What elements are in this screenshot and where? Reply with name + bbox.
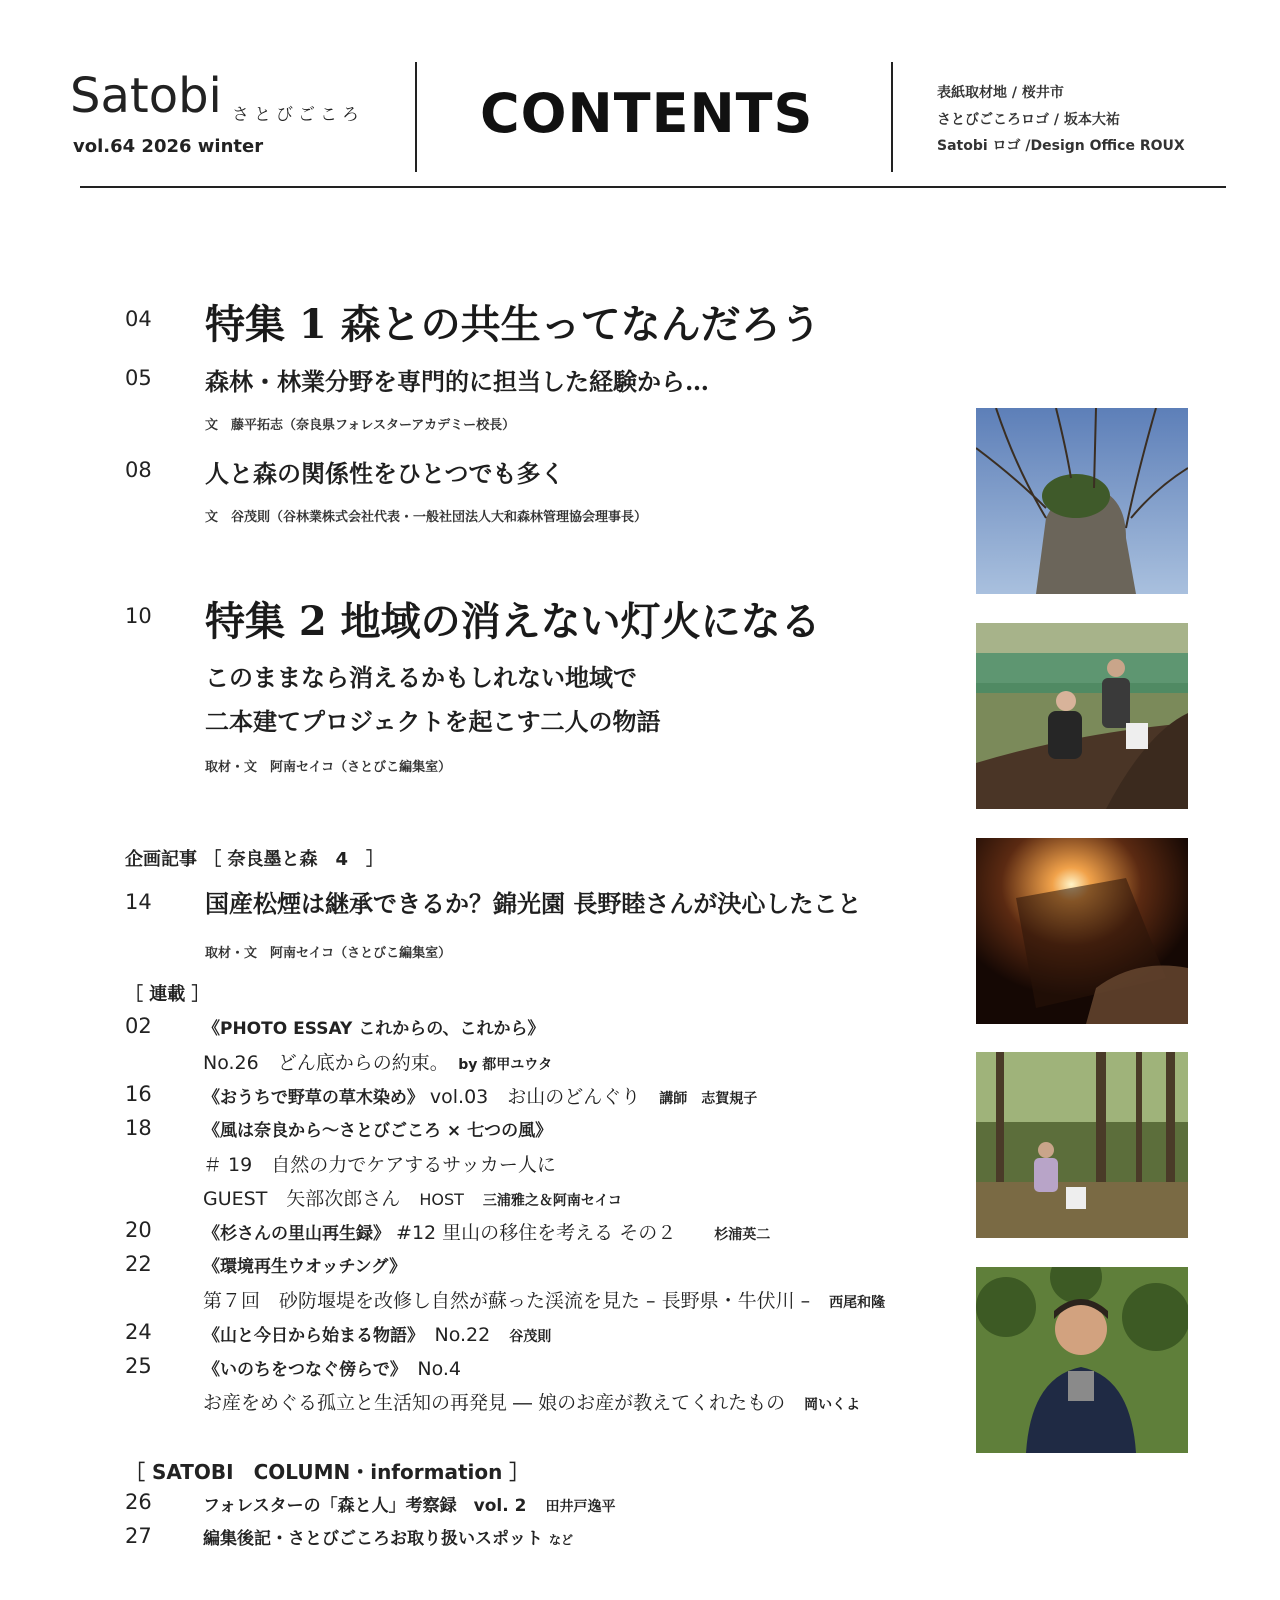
serial-page: 24	[125, 1320, 152, 1344]
page-title: CONTENTS	[480, 82, 814, 145]
article-title[interactable]: 人と森の関係性をひとつでも多く	[205, 459, 565, 488]
feature1-page: 04	[125, 307, 152, 331]
header-rule	[80, 186, 1226, 188]
serial-page: 16	[125, 1082, 152, 1106]
planning-heading: 企画記事 ［ 奈良墨と森 4 ］	[125, 849, 385, 870]
serial-page: 18	[125, 1116, 152, 1140]
serial-page: 22	[125, 1252, 152, 1276]
feature1-title[interactable]: 特集 1 森との共生ってなんだろう	[205, 301, 821, 348]
feature2-title[interactable]: 特集 2 地域の消えない灯火になる	[205, 598, 821, 645]
serial-item-detail: GUEST 矢部次郎さん HOST 三浦雅之＆阿南セイコ	[203, 1188, 622, 1210]
serial-page: 20	[125, 1218, 152, 1242]
header-divider-right	[891, 62, 893, 172]
header-divider-left	[415, 62, 417, 172]
serial-item[interactable]: 《環境再生ウオッチング》	[203, 1257, 407, 1277]
satobi-logo-kana: さとびごころ	[232, 105, 364, 125]
credit-satobi-logo: Satobi ロゴ /Design Office ROUX	[937, 138, 1185, 154]
feature2-subtitle-line2: 二本建てプロジェクトを起こす二人の物語	[205, 707, 661, 736]
satobi-logo: Satobi	[70, 68, 222, 124]
serial-item[interactable]: 《杉さんの里山再生録》 #12 里山の移住を考える その２ 杉浦英二	[203, 1222, 771, 1244]
feature2-subtitle-line1: このままなら消えるかもしれない地域で	[205, 663, 637, 692]
article-page: 05	[125, 366, 152, 390]
serial-page: 25	[125, 1354, 152, 1378]
serial-heading: ［ 連載 ］	[125, 984, 210, 1005]
column-item[interactable]: 編集後記・さとびごころお取り扱いスポット など	[203, 1529, 574, 1549]
planning-page: 14	[125, 890, 152, 914]
serial-item[interactable]: 《いのちをつなぐ傍らで》 No.4	[203, 1358, 461, 1380]
column-heading: ［ SATOBI COLUMN・information ］	[125, 1460, 530, 1484]
credit-kana-logo: さとびごころロゴ / 坂本大祐	[937, 112, 1120, 128]
serial-item-detail: No.26 どん底からの約束。 by 都甲ユウタ	[203, 1052, 553, 1074]
column-page: 27	[125, 1524, 152, 1548]
article-title[interactable]: 森林・林業分野を専門的に担当した経験から…	[205, 367, 709, 396]
serial-item[interactable]: 《おうちで野草の草木染め》 vol.03 お山のどんぐり 講師 志賀規子	[203, 1086, 758, 1108]
column-item[interactable]: フォレスターの「森と人」考察録 vol. 2 田井戸逸平	[203, 1496, 616, 1516]
article-author: 文 谷茂則（谷林業株式会社代表・一般社団法人大和森林管理協会理事長）	[205, 510, 648, 525]
lantern-photo	[976, 838, 1188, 1024]
serial-page: 02	[125, 1014, 152, 1038]
feature2-page: 10	[125, 604, 152, 628]
tree-photo	[976, 408, 1188, 594]
planning-title[interactable]: 国産松煙は継承できるか？錦光園 長野睦さんが決心したこと	[205, 889, 862, 918]
article-page: 08	[125, 458, 152, 482]
issue-label: vol.64 2026 winter	[73, 136, 264, 157]
digging-photo	[976, 623, 1188, 809]
article-author: 文 藤平拓志（奈良県フォレスターアカデミー校長）	[205, 418, 516, 433]
serial-item[interactable]: 《PHOTO ESSAY これからの、これから》	[203, 1019, 545, 1039]
serial-item-detail: ＃ 19 自然の力でケアするサッカー人に	[203, 1154, 556, 1176]
planning-author: 取材・文 阿南セイコ（さとびこ編集室）	[205, 946, 452, 961]
serial-item[interactable]: 《山と今日から始まる物語》 No.22 谷茂則	[203, 1324, 552, 1346]
column-page: 26	[125, 1490, 152, 1514]
feature2-author: 取材・文 阿南セイコ（さとびこ編集室）	[205, 760, 452, 775]
serial-item-detail: 第７回 砂防堰堤を改修し自然が蘇った渓流を見た – 長野県・牛伏川 – 西尾和隆	[203, 1290, 886, 1312]
serial-item[interactable]: 《風は奈良から〜さとびごころ × 七つの風》	[203, 1121, 553, 1141]
credit-cover: 表紙取材地 / 桜井市	[937, 85, 1064, 101]
serial-item-detail: お産をめぐる孤立と生活知の再発見 ― 娘のお産が教えてくれたもの 岡いくよ	[203, 1392, 861, 1414]
portrait-photo	[976, 1267, 1188, 1453]
forest-work-photo	[976, 1052, 1188, 1238]
